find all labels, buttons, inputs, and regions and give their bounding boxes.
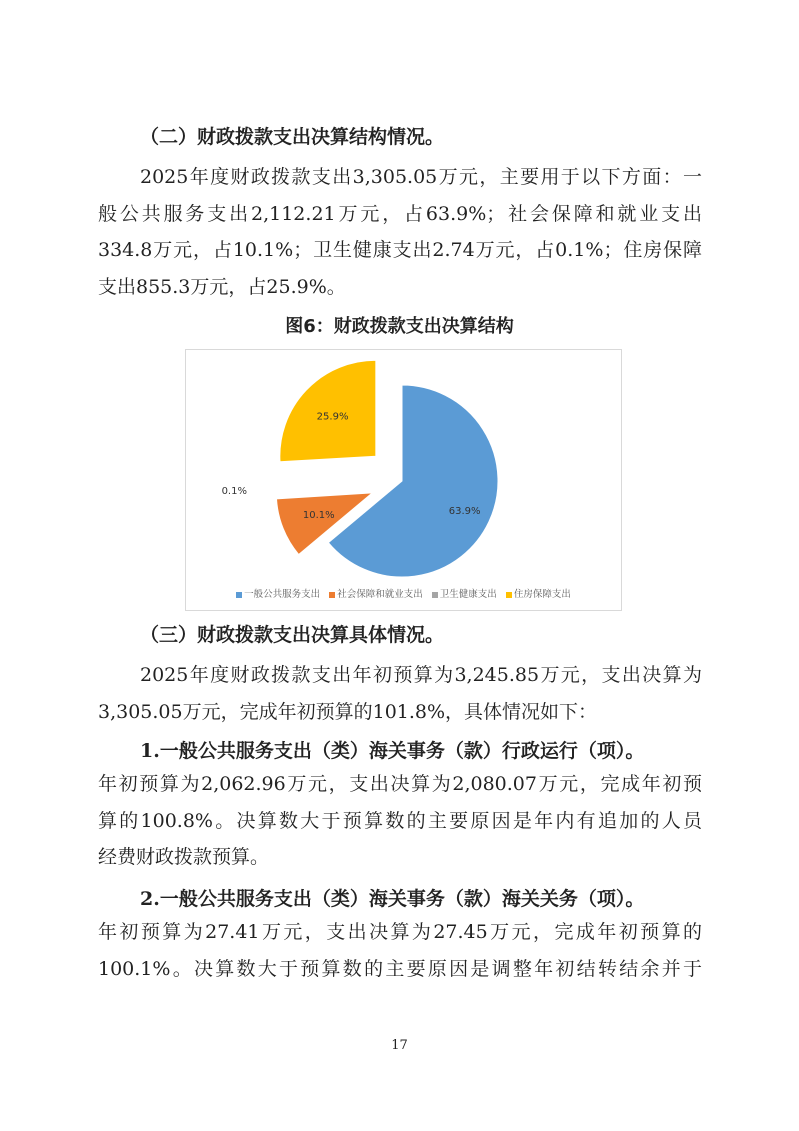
paragraph-line: 100.1%。决算数大于预算数的主要原因是调整年初结转结余并于 <box>98 957 702 980</box>
page-number: 17 <box>391 1038 408 1053</box>
paragraph-line: 年初预算为27.41万元，支出决算为27.45万元，完成年初预算的 <box>98 921 702 943</box>
legend-swatch <box>506 592 512 598</box>
pie-chart <box>185 349 622 611</box>
section-heading-2: （二）财政拨款支出决算结构情况。 <box>140 126 445 148</box>
legend-label: 住房保障支出 <box>513 589 571 600</box>
paragraph-line: 年初预算为2,062.96万元，支出决算为2,080.07万元，完成年初预 <box>98 773 702 795</box>
legend-item <box>432 589 497 600</box>
data-label: 0.1% <box>221 485 247 497</box>
data-label: 25.9% <box>316 411 349 423</box>
paragraph-line: 支出855.3万元，占25.9%。 <box>98 275 346 298</box>
pie-chart-svg <box>186 350 621 580</box>
paragraph-line: 334.8万元，占10.1%；卫生健康支出2.74万元，占0.1%；住房保障 <box>98 239 702 261</box>
section-2-paragraph <box>98 159 702 305</box>
item-1-paragraph <box>98 766 702 876</box>
section-3-paragraph <box>98 657 702 730</box>
legend-item <box>329 589 423 600</box>
legend-label: 卫生健康支出 <box>439 589 497 600</box>
paragraph-line: 般公共服务支出2,112.21万元，占63.9%；社会保障和就业支出 <box>98 202 702 225</box>
data-label: 63.9% <box>448 506 481 518</box>
legend-swatch <box>236 592 242 598</box>
legend-swatch <box>432 592 438 598</box>
legend-label: 一般公共服务支出 <box>244 589 321 600</box>
section-heading-3: （三）财政拨款支出决算具体情况。 <box>140 624 445 646</box>
chart-legend <box>186 586 621 600</box>
paragraph-line: 3,305.05万元，完成年初预算的101.8%，具体情况如下： <box>98 700 598 723</box>
legend-label: 社会保障和就业支出 <box>337 589 423 600</box>
paragraph-line: 经费财政拨款预算。 <box>98 846 270 868</box>
data-label: 10.1% <box>302 510 335 522</box>
item-2-heading: 2.一般公共服务支出（类）海关事务（款）海关关务（项）。 <box>140 888 645 910</box>
figure-title: 图6：财政拨款支出决算结构 <box>285 316 514 337</box>
legend-item <box>236 589 320 600</box>
paragraph-line: 2025年度财政拨款支出3,305.05万元，主要用于以下方面：一 <box>140 166 702 188</box>
paragraph-line: 2025年度财政拨款支出年初预算为3,245.85万元，支出决算为 <box>140 664 702 686</box>
pie-slice <box>276 483 372 489</box>
legend-item <box>506 589 571 600</box>
paragraph-line: 算的100.8%。决算数大于预算数的主要原因是年内有追加的人员 <box>98 809 702 832</box>
item-1-heading: 1.一般公共服务支出（类）海关事务（款）行政运行（项）。 <box>140 740 645 762</box>
item-2-paragraph <box>98 914 702 987</box>
legend-swatch <box>329 592 335 598</box>
